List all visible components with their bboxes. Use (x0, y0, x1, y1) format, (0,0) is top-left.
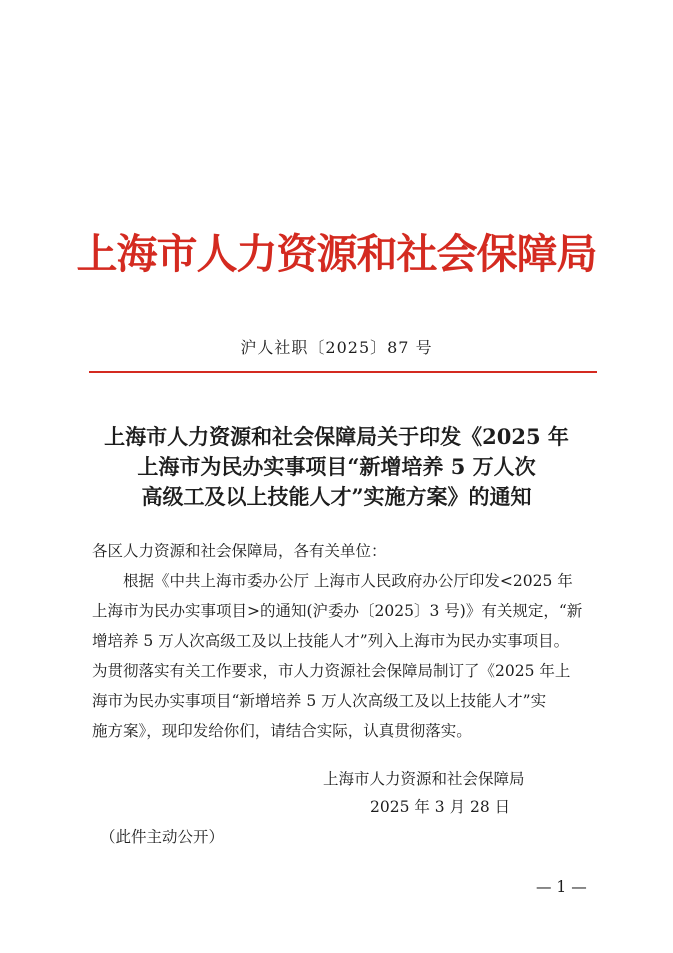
disclosure-note: （此件主动公开） (100, 828, 225, 846)
salutation: 各区人力资源和社会保障局，各有关单位： (92, 542, 387, 560)
red-divider (89, 371, 597, 373)
document-number: 沪人社职〔2025〕87 号 (240, 338, 433, 357)
body-line: 增培养 5 万人次高级工及以上技能人才”列入上海市为民办实事项目。 (92, 632, 570, 650)
title-line: 高级工及以上技能人才”实施方案》的通知 (141, 484, 532, 509)
body-line: 上海市为民办实事项目>的通知(沪委办〔2025〕3 号)》有关规定，“新 (92, 602, 583, 620)
document-title (60, 422, 613, 512)
body-paragraph (92, 566, 612, 746)
body-line: 为贯彻落实有关工作要求，市人力资源社会保障局制订了《2025 年上 (92, 662, 571, 680)
signature-date: 2025 年 3 月 28 日 (370, 798, 511, 816)
body-line: 海市为民办实事项目“新增培养 5 万人次高级工及以上技能人才”实 (92, 692, 547, 710)
title-line: 上海市为民办实事项目“新增培养 5 万人次 (137, 454, 536, 479)
issuer-heading: 上海市人力资源和社会保障局 (76, 230, 597, 278)
title-line: 上海市人力资源和社会保障局关于印发《2025 年 (104, 424, 569, 449)
body-line: 施方案》，现印发给你们，请结合实际，认真贯彻落实。 (92, 722, 472, 740)
page-number: — 1 — (536, 878, 587, 896)
signature-organization: 上海市人力资源和社会保障局 (323, 770, 525, 788)
body-line: 根据《中共上海市委办公厅 上海市人民政府办公厅印发<2025 年 (123, 572, 573, 590)
